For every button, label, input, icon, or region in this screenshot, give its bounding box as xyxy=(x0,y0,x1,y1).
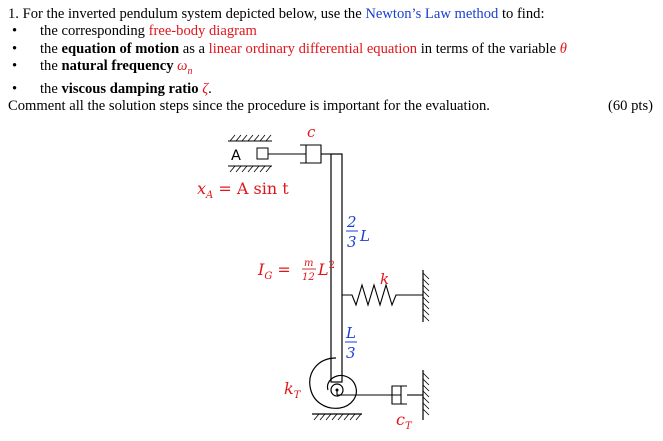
points-label: (60 pts) xyxy=(608,97,653,114)
torsion-kt-label: $k_T$ xyxy=(284,379,301,401)
damper-ct-label: $c_T$ xyxy=(396,410,412,432)
inertia-expression xyxy=(257,258,335,283)
svg-text:L2: $L^2$ xyxy=(318,260,335,279)
intro-text: 1. For the inverted pendulum system depicted below, use the xyxy=(8,6,366,22)
right-wall-lower xyxy=(423,370,429,420)
top-damper-c xyxy=(268,145,331,163)
svg-text:IG =: $I_G$ = xyxy=(258,260,291,282)
svg-text:m: m xyxy=(304,258,314,269)
spring-k xyxy=(342,285,423,305)
damper-c-label: c xyxy=(307,123,316,141)
point-a-label: A xyxy=(231,148,241,164)
svg-text:L: L xyxy=(346,324,356,342)
spring-k-label: k xyxy=(380,270,390,288)
svg-text:L: L xyxy=(360,227,370,245)
intro-text-end: to find: xyxy=(498,6,545,22)
linear-ode-term: linear ordinary differential equation xyxy=(208,40,418,57)
ground-base xyxy=(312,414,362,420)
svg-text:3: 3 xyxy=(346,344,356,362)
omega-symbol: ω xyxy=(177,58,188,75)
one-third-length-label xyxy=(345,324,357,362)
bottom-damper-ct xyxy=(337,386,423,404)
theta-symbol: θ xyxy=(559,40,567,57)
task-free-body-diagram: • the corresponding free-body diagram xyxy=(8,23,653,40)
svg-text:2: 2 xyxy=(347,213,357,231)
two-thirds-length-label xyxy=(346,213,370,251)
task-natural-frequency: • the natural frequency $\omega_n$ xyxy=(8,58,653,80)
svg-text:3: 3 xyxy=(347,233,357,251)
closing-text: Comment all the solution steps since the procedure is important for the evaluation. xyxy=(8,97,490,114)
zeta-symbol: ζ xyxy=(202,80,209,97)
task-equation-of-motion: • the equation of motion as a linear ordinary differential equation in terms of the variable θ xyxy=(8,41,653,58)
newtons-law-method-term: Newton’s Law method xyxy=(365,6,499,22)
right-wall-upper xyxy=(423,270,429,322)
free-body-diagram-term: free-body diagram xyxy=(148,23,257,40)
xa-expression: $x_A = A$ sin t xyxy=(197,179,289,201)
task-damping-ratio: • the viscous damping ratio ζ. xyxy=(8,81,653,98)
svg-text:12: 12 xyxy=(302,272,315,283)
slider-block-a xyxy=(257,148,268,159)
